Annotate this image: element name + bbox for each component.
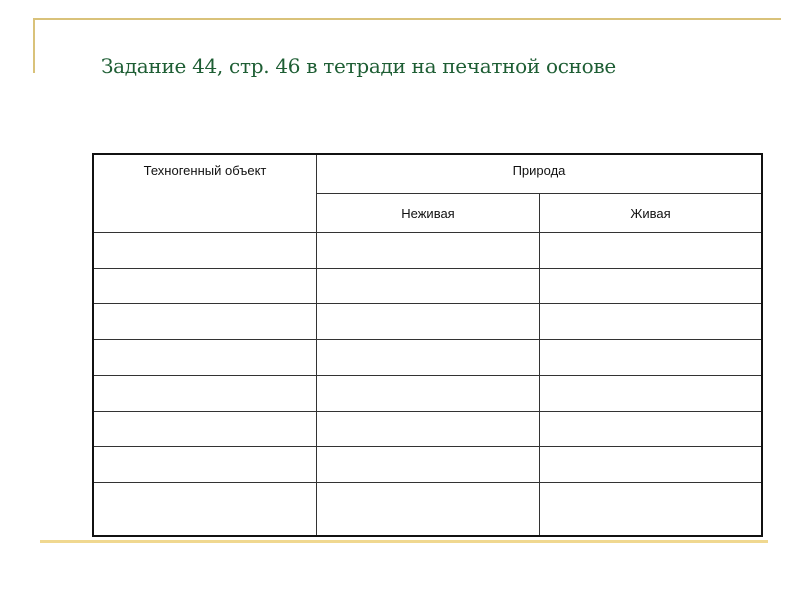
cell-nonliving <box>317 411 540 447</box>
cell-living <box>540 411 763 447</box>
header-technogenic-object: Техногенный объект <box>93 154 317 233</box>
table-row <box>93 447 762 483</box>
table-row <box>93 233 762 269</box>
cell-nonliving <box>317 268 540 304</box>
cell-technogenic <box>93 304 317 340</box>
cell-living <box>540 375 763 411</box>
worksheet-table <box>92 153 763 537</box>
decorative-bottom-line <box>40 540 768 543</box>
cell-living <box>540 304 763 340</box>
cell-nonliving <box>317 340 540 376</box>
cell-technogenic <box>93 447 317 483</box>
table-row <box>93 482 762 536</box>
header-nonliving: Неживая <box>317 194 540 233</box>
cell-living <box>540 340 763 376</box>
cell-living <box>540 447 763 483</box>
table-row <box>93 375 762 411</box>
slide-title: Задание 44, стр. 46 в тетради на печатной основе <box>101 54 616 78</box>
cell-technogenic <box>93 268 317 304</box>
cell-nonliving <box>317 375 540 411</box>
cell-technogenic <box>93 411 317 447</box>
table-row <box>93 340 762 376</box>
header-nature: Природа <box>317 154 763 194</box>
cell-nonliving <box>317 447 540 483</box>
cell-living <box>540 268 763 304</box>
cell-living <box>540 233 763 269</box>
table-row <box>93 411 762 447</box>
table-row <box>93 268 762 304</box>
decorative-top-line <box>33 18 781 20</box>
header-row <box>93 154 762 194</box>
cell-technogenic <box>93 340 317 376</box>
cell-technogenic <box>93 233 317 269</box>
header-living: Живая <box>540 194 763 233</box>
cell-nonliving <box>317 304 540 340</box>
cell-technogenic <box>93 482 317 536</box>
decorative-left-line <box>33 18 35 73</box>
cell-technogenic <box>93 375 317 411</box>
cell-living <box>540 482 763 536</box>
cell-nonliving <box>317 233 540 269</box>
table-row <box>93 304 762 340</box>
cell-nonliving <box>317 482 540 536</box>
